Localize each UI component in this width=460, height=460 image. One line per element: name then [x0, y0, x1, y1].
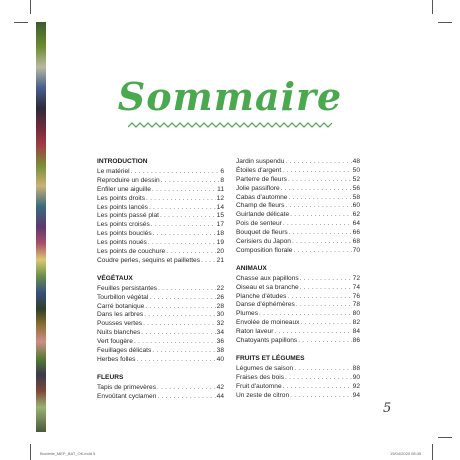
dot-leader [152, 347, 215, 356]
toc-entry [97, 230, 224, 239]
toc-entry-title: Les points droits [97, 194, 146, 202]
toc-entry [236, 284, 360, 293]
toc-entry-title: Les points passé plat [97, 212, 159, 220]
dot-leader [134, 338, 216, 347]
dot-leader [152, 186, 216, 195]
toc-left-column [97, 158, 224, 402]
toc-entry [236, 229, 360, 238]
toc-entry-title: Les points lancés [97, 203, 148, 211]
dot-leader [131, 168, 220, 177]
dot-leader [144, 311, 215, 320]
toc-section-heading: FRUITS ET LÉGUMES [236, 354, 305, 362]
dot-leader [157, 384, 216, 393]
page-title: Sommaire [117, 74, 343, 119]
dot-leader [145, 303, 215, 312]
toc-entry [236, 319, 360, 328]
dot-leader [287, 293, 351, 302]
dot-leader [149, 204, 216, 213]
toc-entry-page: 32 [216, 320, 224, 328]
toc-entry [97, 212, 224, 221]
toc-entry-title: Pois de senteur [236, 220, 282, 228]
toc-entry-page: 22 [216, 284, 224, 292]
toc-section-heading: INTRODUCTION [97, 158, 148, 165]
toc-entry [97, 320, 224, 329]
crop-mark-top-right-h [438, 22, 452, 23]
crop-mark-top-left-h [14, 22, 28, 23]
toc-entry [236, 392, 360, 401]
toc-entry-title: Plumes [236, 310, 258, 318]
toc-entry-title: Un zeste de citron [236, 391, 290, 399]
toc-entry-title: Coudre perles, sequins et paillettes [97, 256, 200, 264]
toc-entry [236, 275, 360, 284]
toc-entry-page: 56 [352, 184, 360, 192]
crop-mark-bottom-left [30, 444, 31, 460]
toc-entry [97, 239, 224, 248]
toc-entry-page: 88 [352, 364, 360, 372]
toc-entry-title: Dans les arbres [97, 311, 144, 319]
dot-leader [300, 284, 352, 293]
toc-entry-title: Fraises des bois [236, 373, 285, 381]
toc-entry-page: 82 [352, 319, 360, 327]
toc-entry-page: 40 [216, 355, 224, 363]
zigzag-divider [128, 121, 334, 129]
dot-leader [300, 275, 352, 284]
toc-entry-title: Bouquet de fleurs [236, 229, 288, 237]
dot-leader [146, 195, 216, 204]
toc-entry [236, 202, 360, 211]
toc-section-heading: FLEURS [97, 373, 124, 381]
toc-entry-page: 12 [216, 194, 224, 202]
dot-leader [141, 329, 215, 338]
dot-leader [292, 238, 352, 247]
dot-leader [161, 177, 220, 186]
dot-leader [283, 220, 352, 229]
dot-leader [158, 285, 216, 294]
dot-leader [290, 211, 352, 220]
toc-entry [236, 328, 360, 337]
toc-entry [97, 393, 224, 402]
dot-leader [148, 239, 216, 248]
toc-entry-page: 94 [352, 391, 360, 399]
dot-leader [285, 158, 351, 167]
print-slug-file: Brodeiie_MEP_BAT_OK.indd 5 [40, 451, 96, 456]
print-slug-date: 19/04/2020 08:45 [390, 451, 422, 456]
toc-entry-page: 20 [216, 248, 224, 255]
toc-entry [236, 176, 360, 185]
toc-entry [236, 337, 360, 346]
dot-leader [153, 230, 216, 239]
toc-entry [97, 329, 224, 338]
toc-entry-page: 21 [216, 256, 224, 264]
toc-entry-title: Nuits blanches [97, 329, 141, 337]
toc-entry-title: Chasse aux papillons [236, 274, 299, 282]
dot-leader [300, 319, 351, 328]
toc-entry [97, 168, 224, 177]
dot-leader [294, 365, 351, 374]
toc-entry-title: Feuillages délicats [97, 347, 152, 354]
section-gap [236, 256, 360, 265]
dot-leader [166, 248, 215, 257]
dot-leader [290, 392, 352, 401]
dot-leader [288, 194, 351, 203]
toc-entry [97, 177, 224, 186]
toc-entry [236, 365, 360, 374]
toc-entry-title: Tapis de primevères [97, 383, 157, 391]
dot-leader [281, 185, 352, 194]
toc-entry-title: Raton laveur [236, 328, 274, 336]
dot-leader [289, 229, 352, 238]
toc-entry-title: Parterre de fleurs [236, 175, 287, 183]
toc-entry-page: 48 [352, 158, 360, 165]
toc-entry [236, 185, 360, 194]
toc-entry-title: Les points de couchure [97, 248, 166, 255]
toc-entry-page: 80 [352, 310, 360, 318]
toc-entry [97, 303, 224, 312]
toc-entry [97, 221, 224, 230]
toc-entry-page: 26 [216, 293, 224, 301]
section-gap [97, 266, 224, 275]
toc-entry-page: 38 [216, 347, 224, 354]
dot-leader [143, 320, 216, 329]
toc-entry-title: Herbes folles [97, 355, 136, 363]
toc-entry-page: 11 [217, 185, 224, 193]
dot-leader [285, 374, 352, 383]
toc-entry-page: 60 [352, 202, 360, 210]
toc-entry [236, 301, 360, 310]
toc-entry-title: Jardin suspendu [236, 158, 285, 165]
toc-entry-page: 84 [352, 328, 360, 336]
toc-entry-title: Cerisiers du Japon [236, 238, 291, 246]
toc-entry-page: 86 [352, 337, 360, 345]
toc-entry [97, 294, 224, 303]
toc-entry-title: Enfiler une aiguille [97, 185, 151, 193]
crop-mark-bottom-right [432, 444, 433, 460]
toc-entry-page: 28 [216, 302, 224, 310]
toc-entry [236, 194, 360, 203]
crop-mark-top-right [432, 0, 433, 14]
toc-entry-page: 90 [352, 373, 360, 381]
toc-entry-page: 78 [352, 301, 360, 309]
toc-right-column [236, 158, 360, 400]
toc-entry-page: 74 [352, 283, 360, 291]
toc-entry-page: 30 [216, 311, 224, 319]
toc-entry-title: Vert fougère [97, 338, 133, 346]
toc-entry-page: 66 [352, 229, 360, 237]
toc-entry-title: Jolie passiflore [236, 184, 280, 192]
toc-entry [236, 247, 360, 256]
crop-mark-top-left [30, 0, 31, 14]
toc-entry [97, 195, 224, 204]
toc-entry [236, 238, 360, 247]
toc-entry-title: Étoiles d'argent [236, 166, 282, 174]
toc-entry-page: 15 [216, 212, 224, 220]
toc-entry [236, 158, 360, 167]
toc-entry [97, 186, 224, 195]
dot-leader [296, 301, 352, 310]
toc-entry-page: 68 [352, 238, 360, 246]
toc-entry-page: 72 [352, 274, 360, 282]
toc-entry [97, 257, 224, 266]
toc-entry-page: 18 [216, 230, 224, 238]
toc-entry-page: 6 [220, 167, 224, 175]
toc-entry-page: 17 [216, 221, 224, 229]
toc-entry [97, 384, 224, 393]
page-number: 5 [383, 401, 392, 416]
toc-entry-title: Chatoyants papillons [236, 337, 298, 345]
dot-leader [298, 337, 351, 346]
toc-entry-page: 44 [216, 392, 224, 400]
dot-leader [259, 310, 352, 319]
toc-entry-title: Planche d'études [236, 292, 287, 300]
toc-entry-page: 92 [352, 382, 360, 390]
toc-entry-page: 76 [352, 292, 360, 300]
toc-entry [97, 347, 224, 356]
toc-entry [97, 356, 224, 365]
toc-entry-page: 50 [352, 166, 360, 174]
dot-leader [160, 212, 216, 221]
toc-entry-title: Les points bouclés [97, 230, 152, 238]
dot-leader [274, 328, 351, 337]
dot-leader [151, 221, 216, 230]
toc-entry-title: Reproduire un dessin [97, 176, 160, 184]
toc-entry-title: Envoûtant cyclamen [97, 392, 157, 400]
toc-entry-title: Envolée de moineaux [236, 319, 300, 327]
toc-entry [236, 374, 360, 383]
toc-entry [236, 310, 360, 319]
toc-entry-page: 19 [216, 239, 224, 247]
toc-entry-title: Danse d'éphémères [236, 301, 295, 309]
dot-leader [157, 393, 215, 402]
toc-entry-page: 70 [352, 246, 360, 254]
toc-entry-title: Les points noués [97, 239, 147, 247]
toc-entry-title: Les points croisés [97, 221, 150, 229]
toc-entry-title: Légumes de saison [236, 364, 294, 372]
toc-entry-page: 64 [352, 220, 360, 228]
toc-entry-page: 62 [352, 211, 360, 219]
toc-entry-page: 34 [216, 329, 224, 337]
toc-entry-title: Guirlande délicate [236, 211, 290, 219]
toc-entry-title: Composition florale [236, 246, 293, 254]
dot-leader [201, 257, 216, 266]
toc-entry [236, 383, 360, 392]
toc-entry-title: Cabas d'automne [236, 193, 288, 201]
toc-entry [236, 167, 360, 176]
toc-entry-title: Feuilles persistantes [97, 284, 158, 292]
toc-entry [236, 220, 360, 229]
section-gap [236, 346, 360, 355]
toc-section-heading: VÉGÉTAUX [97, 274, 133, 282]
toc-entry [97, 311, 224, 320]
dot-leader [293, 247, 351, 256]
toc-entry-page: 58 [352, 193, 360, 201]
toc-entry [97, 248, 224, 257]
toc-entry-title: Le matériel [97, 167, 130, 175]
toc-entry [236, 211, 360, 220]
section-gap [97, 365, 224, 374]
dot-leader [136, 356, 215, 365]
dot-leader [288, 176, 352, 185]
toc-entry [236, 293, 360, 302]
toc-entry-page: 8 [220, 176, 224, 184]
toc-section-heading: ANIMAUX [236, 264, 267, 272]
toc-entry-title: Carré botanique [97, 302, 145, 310]
dot-leader [285, 202, 351, 211]
toc-entry-title: Champ de fleurs [236, 202, 285, 210]
crop-mark-bottom-right-h [438, 437, 452, 438]
toc-entry-title: Fruit d'automne [236, 382, 282, 390]
toc-entry-title: Pousses vertes [97, 320, 143, 328]
dot-leader [282, 167, 351, 176]
toc-entry [97, 285, 224, 294]
toc-entry-page: 52 [352, 175, 360, 183]
toc-entry-title: Oiseau et sa branche [236, 283, 299, 291]
dot-leader [149, 294, 215, 303]
toc-entry-page: 36 [216, 338, 224, 346]
toc-entry [97, 338, 224, 347]
toc-entry-title: Tourbillon végétal [97, 293, 149, 301]
toc-entry-page: 42 [216, 383, 224, 391]
toc-entry-page: 14 [216, 203, 224, 211]
toc-entry [97, 204, 224, 213]
dot-leader [283, 383, 352, 392]
